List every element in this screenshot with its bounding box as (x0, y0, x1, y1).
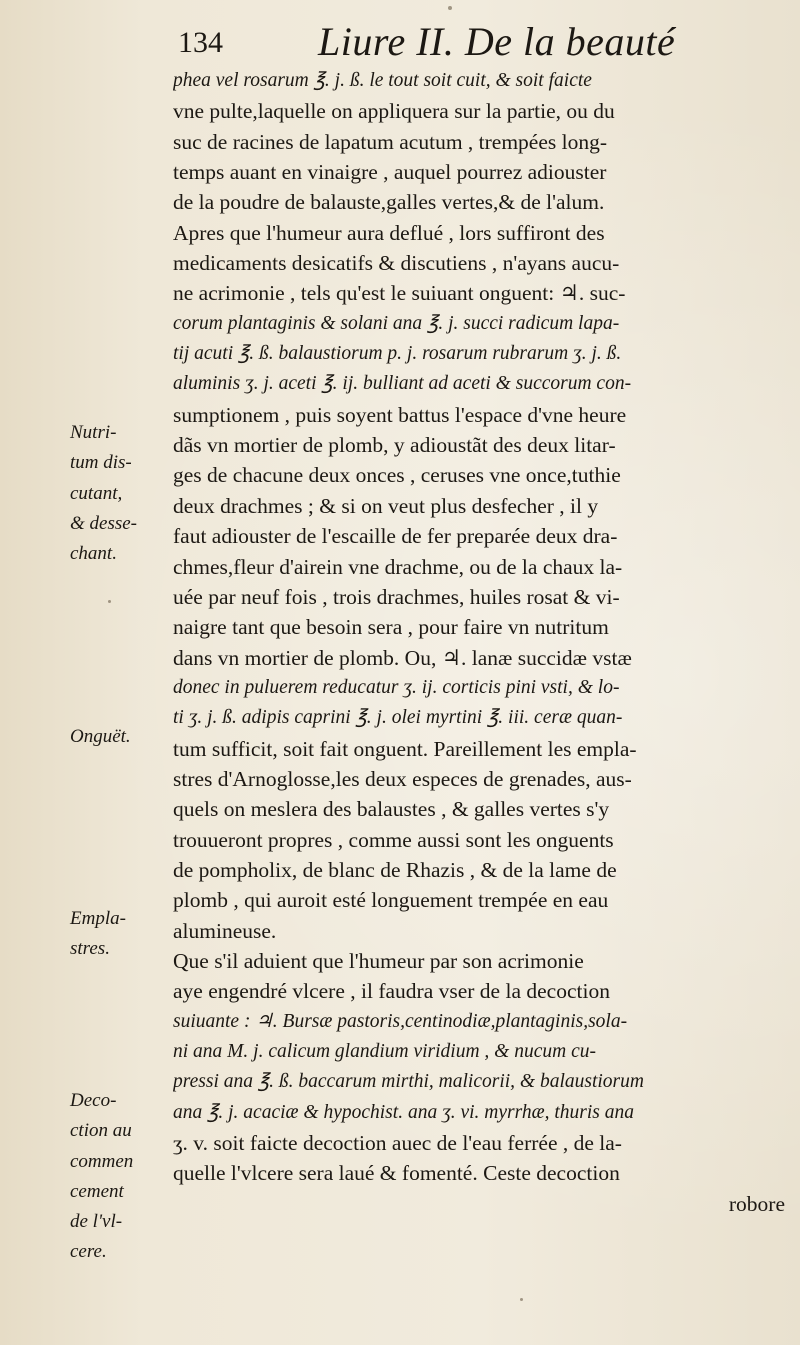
margin-note-onguent (70, 722, 170, 752)
text-line: de la poudre de balauste,galles vertes,& de l'alum. (173, 190, 605, 215)
margin-note-line: chant. (70, 543, 117, 565)
text-line: vne pulte,laquelle on appliquera sur la partie, ou du (173, 99, 615, 124)
margin-note-line: ction au (70, 1120, 132, 1142)
main-text (173, 66, 785, 1219)
text-line: de pompholix, de blanc de Rhazis , & de la lame de (173, 857, 617, 882)
margin-note-line: Onguët. (70, 726, 131, 747)
margin-note-line: tum dis- (70, 452, 132, 474)
text-line: aye engendré vlcere , il faudra vser de la decoction (173, 979, 610, 1004)
text-line: ana ℥. j. acaciæ & hypochist. ana ʒ. vi. myrrhæ, thuris ana (173, 1101, 635, 1123)
text-line: Apres que l'humeur aura deflué , lors suffiront des (173, 220, 605, 245)
text-line: Que s'il aduient que l'humeur par son acrimonie (173, 948, 584, 973)
text-line: plomb , qui auroit esté longuement trempée en eau (173, 888, 609, 913)
text-line: alumineuse. (173, 918, 277, 943)
text-line: quels on meslera des balaustes , & galles vertes s'y (173, 797, 610, 822)
text-line: temps auant en vinaigre , auquel pourrez adiouster (173, 160, 607, 185)
text-line: faut adiouster de l'escaille de fer preparée deux dra- (173, 524, 618, 549)
ink-speck (108, 600, 111, 603)
text-line: ʒ. v. soit faicte decoction auec de l'eau ferrée , de la- (173, 1131, 622, 1156)
text-line: suc de racines de lapatum acutum , trempées long- (173, 129, 608, 154)
text-line: naigre tant que besoin sera , pour faire vn nutritum (173, 615, 609, 640)
text-line: tij acuti ℥. ß. balaustiorum p. j. rosarum rubrarum ʒ. j. ß. (173, 343, 622, 365)
margin-note-line: cere. (70, 1241, 107, 1263)
margin-note-nutritum (70, 418, 170, 569)
text-line: ni ana M. j. calicum glandium viridium , & nucum cu- (173, 1041, 596, 1062)
text-line: dans vn mortier de plomb. Ou, ♃. lanæ succidæ vstæ (173, 645, 632, 670)
text-line: sumptionem , puis soyent battus l'espace d'vne heure (173, 402, 627, 427)
text-line: donec in puluerem reducatur ʒ. ij. corticis pini vsti, & lo- (173, 676, 620, 698)
text-line: aluminis ʒ. j. aceti ℥. ij. bulliant ad aceti & succorum con- (173, 373, 632, 395)
margin-note-line: commen (70, 1150, 134, 1172)
text-line: ges de chacune deux onces , ceruses vne once,tuthie (173, 463, 621, 488)
text-line: medicaments desicatifs & discutiens , n'ayans aucu- (173, 251, 620, 276)
ink-speck (520, 1298, 523, 1301)
text-line: trouueront propres , comme aussi sont les onguents (173, 827, 614, 852)
margin-note-line: de l'vl- (70, 1211, 123, 1233)
text-line: suiuante : ♃. Bursæ pastoris,centinodiæ,plantaginis,sola- (173, 1010, 628, 1032)
margin-note-line: stres. (70, 938, 110, 960)
margin-note-line: Deco- (70, 1090, 117, 1111)
text-line: ti ʒ. j. ß. adipis caprini ℥. j. olei myrtini ℥. iii. ceræ quan- (173, 707, 623, 729)
catchword: robore (728, 1191, 785, 1216)
ink-speck (448, 6, 452, 10)
text-line: corum plantaginis & solani ana ℥. j. succi radicum lapa- (173, 312, 620, 334)
margin-note-line: & desse- (70, 512, 138, 534)
text-line: deux drachmes ; & si on veut plus desfecher , il y (173, 493, 599, 518)
text-line: pressi ana ℥. ß. baccarum mirthi, malicorii, & balaustiorum (173, 1071, 644, 1093)
margin-note-emplastres (70, 904, 170, 965)
page-number: 134 (178, 26, 223, 59)
margin-note-line: Empla- (70, 908, 126, 929)
margin-note-decoction (70, 1086, 170, 1268)
text-line: stres d'Arnoglosse,les deux especes de grenades, aus- (173, 766, 632, 791)
text-line: quelle l'vlcere sera laué & fomenté. Ceste decoction (173, 1161, 620, 1186)
text-line: chmes,fleur d'airein vne drachme, ou de la chaux la- (173, 554, 623, 579)
margin-note-line: cutant, (70, 482, 123, 504)
text-line: uée par neuf fois , trois drachmes, huiles rosat & vi- (173, 584, 620, 609)
text-line: dãs vn mortier de plomb, y adioustãt des deux litar- (173, 433, 616, 458)
text-line: ne acrimonie , tels qu'est le suiuant onguent: ♃. suc- (173, 281, 626, 306)
page-header (178, 18, 738, 66)
margin-note-line: cement (70, 1180, 124, 1202)
text-line: phea vel rosarum ℥. j. ß. le tout soit cuit, & soit faicte (173, 70, 592, 91)
running-head: Liure II. De la beauté (318, 19, 676, 64)
text-line: tum sufficit, soit fait onguent. Pareillement les empla- (173, 736, 637, 761)
margin-note-line: Nutri- (70, 422, 117, 443)
